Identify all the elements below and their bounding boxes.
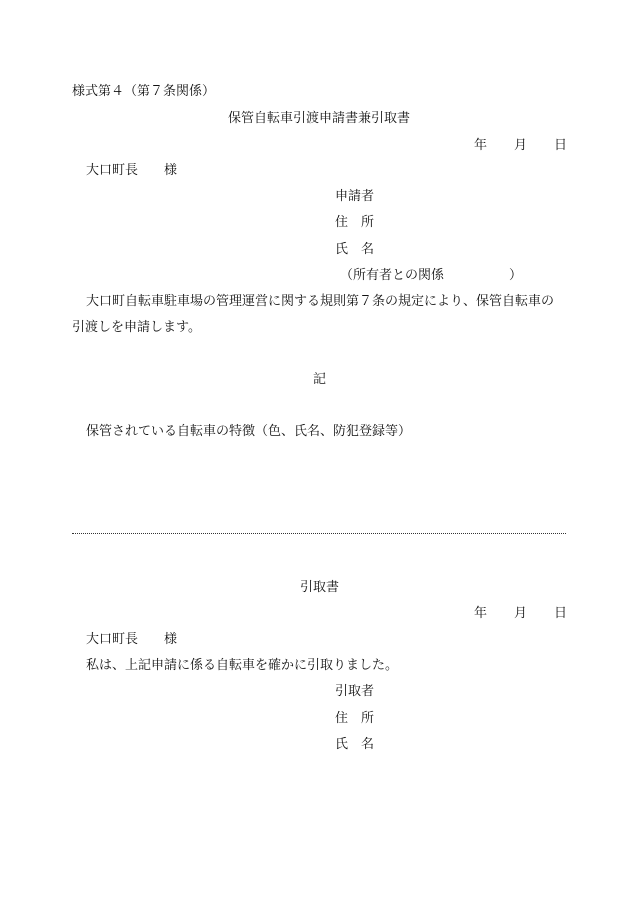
applicant-address-label: 住 所 bbox=[335, 215, 375, 230]
receipt-date-year: 年 bbox=[474, 606, 488, 621]
application-body-line-1: 大口町自転車駐車場の管理運営に関する規則第７条の規定により、保管自転車の bbox=[86, 294, 555, 309]
applicant-label: 申請者 bbox=[335, 189, 375, 204]
application-date-year: 年 bbox=[474, 138, 488, 153]
cut-line-divider bbox=[72, 533, 566, 534]
receiver-label: 引取者 bbox=[335, 684, 375, 699]
application-date-month: 月 bbox=[514, 138, 528, 153]
receipt-date-month: 月 bbox=[514, 606, 528, 621]
receipt-body: 私は、上記申請に係る自転車を確かに引取りました。 bbox=[86, 658, 399, 673]
receiver-address-label: 住 所 bbox=[335, 711, 375, 726]
applicant-name-label: 氏 名 bbox=[335, 242, 375, 257]
receiver-name-label: 氏 名 bbox=[335, 737, 375, 752]
receipt-date-day: 日 bbox=[554, 606, 568, 621]
receipt-title: 引取書 bbox=[300, 580, 340, 595]
application-addressee: 大口町長 様 bbox=[86, 163, 178, 178]
receipt-addressee: 大口町長 様 bbox=[86, 632, 178, 647]
application-body-line-2: 引渡しを申請します。 bbox=[72, 320, 201, 335]
bicycle-features-label: 保管されている自転車の特徴（色、氏名、防犯登録等） bbox=[86, 424, 412, 439]
form-number: 様式第４（第７条関係） bbox=[72, 84, 216, 99]
ki-heading: 記 bbox=[313, 372, 327, 387]
application-title: 保管自転車引渡申請書兼引取書 bbox=[228, 111, 411, 126]
owner-relation-label: （所有者との関係 ） bbox=[340, 268, 523, 283]
application-date-day: 日 bbox=[554, 138, 568, 153]
